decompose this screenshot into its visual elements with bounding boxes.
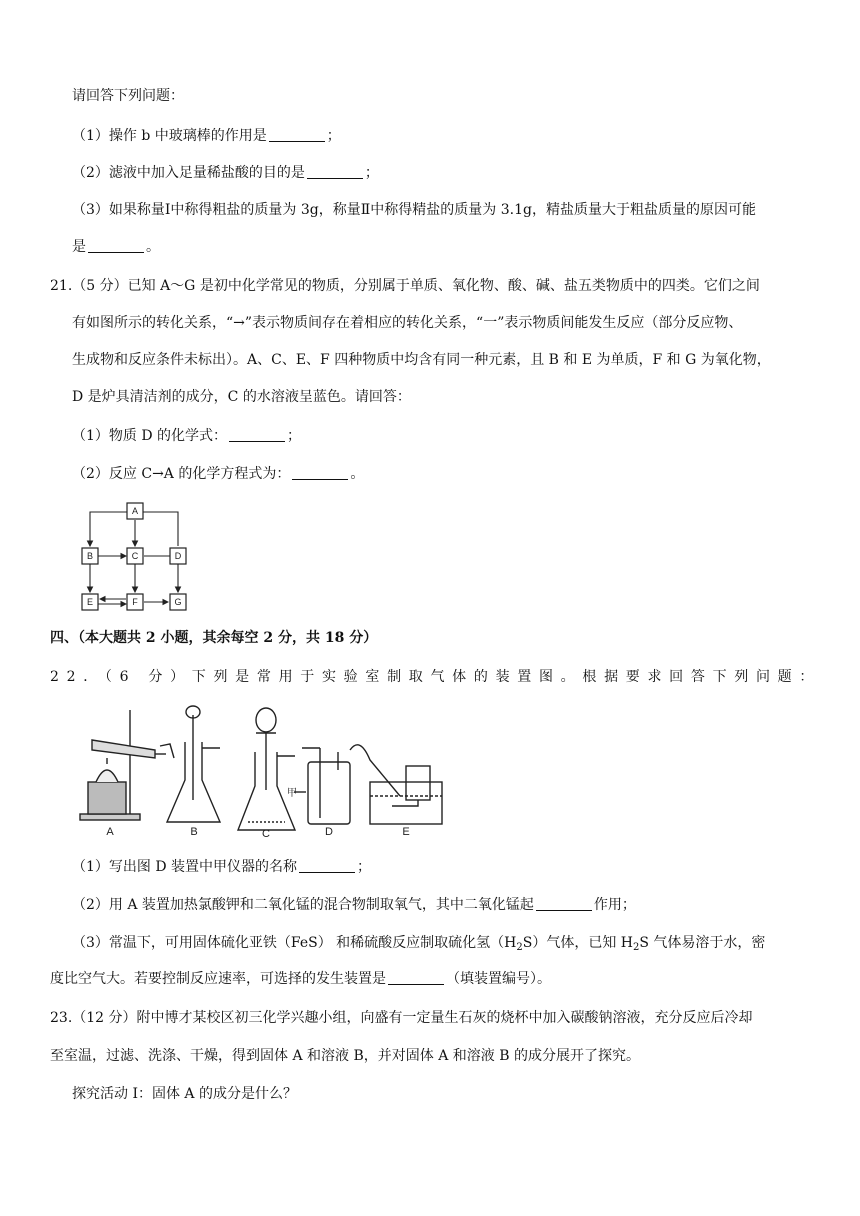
node-a-label: A: [131, 506, 139, 516]
question-21-2: （2）反应 C→A 的化学方程式为： 。: [72, 466, 365, 482]
apparatus-label-a: A: [106, 826, 114, 838]
answer-blank[interactable]: [307, 164, 363, 179]
answer-blank[interactable]: [292, 465, 348, 480]
answer-blank[interactable]: [299, 858, 355, 873]
question-22: 22．（6 分）下列是常用于实验室制取气体的装置图。根据要求回答下列问题：: [50, 669, 822, 685]
section-heading: 四、（本大题共 2 小题，其余每空 2 分，共 18 分）: [50, 630, 378, 646]
node-b-label: B: [86, 551, 94, 561]
apparatus-diagram: [70, 700, 460, 840]
answer-blank[interactable]: [388, 970, 444, 985]
node-g-label: G: [174, 597, 182, 607]
node-e-label: E: [86, 597, 94, 607]
question-20-1: （1）操作 b 中玻璃棒的作用是 ；: [72, 128, 341, 144]
question-21-line4: D 是炉具清洁剂的成分，C 的水溶液呈蓝色。请回答：: [72, 389, 411, 405]
question-20-3: （3）如果称量Ⅰ中称得粗盐的质量为 3g，称量Ⅱ中称得精盐的质量为 3.1g，精盐质量大于粗盐质量的原因可能: [72, 202, 756, 218]
question-22-2: （2）用 A 装置加热氯酸钾和二氧化锰的混合物制取氧气，其中二氧化锰起 作用；: [72, 897, 636, 913]
question-21-line2: 有如图所示的转化关系，“→”表示物质间存在着相应的转化关系，“一”表示物质间能发生反应（部分反应物、: [72, 315, 743, 331]
question-20-2: （2）滤液中加入足量稀盐酸的目的是 ；: [72, 165, 379, 181]
answer-blank[interactable]: [269, 127, 325, 142]
question-20-3-cont: 是 。: [72, 239, 160, 255]
apparatus-label-b: B: [190, 826, 198, 838]
apparatus-label-e: E: [402, 826, 410, 838]
question-21-1: （1）物质 D 的化学式： ；: [72, 428, 302, 444]
question-21-line1: 21.（5 分）已知 A～G 是初中化学常见的物质，分别属于单质、氧化物、酸、碱、盐五类物质中的四类。它们之间: [50, 278, 760, 294]
node-d-label: D: [174, 551, 182, 561]
question-22-1: （1）写出图 D 装置中甲仪器的名称 ；: [72, 859, 372, 875]
apparatus-label-d: D: [325, 826, 333, 838]
question-22-3-cont: 度比空气大。若要控制反应速率，可选择的发生装置是 （填装置编号）。: [50, 971, 551, 987]
node-c-label: C: [131, 551, 139, 561]
answer-blank[interactable]: [229, 427, 285, 442]
answer-blank[interactable]: [88, 238, 144, 253]
question-23-line3: 探究活动 I：固体 A 的成分是什么？: [72, 1086, 297, 1102]
node-f-label: F: [132, 597, 138, 607]
apparatus-label-c: C: [262, 828, 270, 840]
question-22-3: （3）常温下，可用固体硫化亚铁（FeS） 和稀硫酸反应制取硫化氢$(H_2S)$气体，已知 $H_2S$ 气体易溶于水，密: [72, 935, 766, 953]
answer-blank[interactable]: [536, 896, 592, 911]
question-23-line1: 23.（12 分）附中博才某校区初三化学兴趣小组，向盛有一定量生石灰的烧杯中加入碳酸钠溶液，充分反应后冷却: [50, 1010, 753, 1026]
apparatus-jia-label: 甲: [287, 788, 297, 799]
instruction-line: 请回答下列问题：: [72, 88, 184, 104]
question-23-line2: 至室温，过滤、洗涤、干燥，得到固体 A 和溶液 B，并对固体 A 和溶液 B 的成分展开了探究。: [50, 1048, 640, 1064]
conversion-diagram: [70, 498, 200, 616]
question-21-line3: 生成物和反应条件未标出）。A、C、E、F 四种物质中均含有同一种元素，且 B 和 E 为单质，F 和 G 为氧化物，: [72, 352, 771, 368]
